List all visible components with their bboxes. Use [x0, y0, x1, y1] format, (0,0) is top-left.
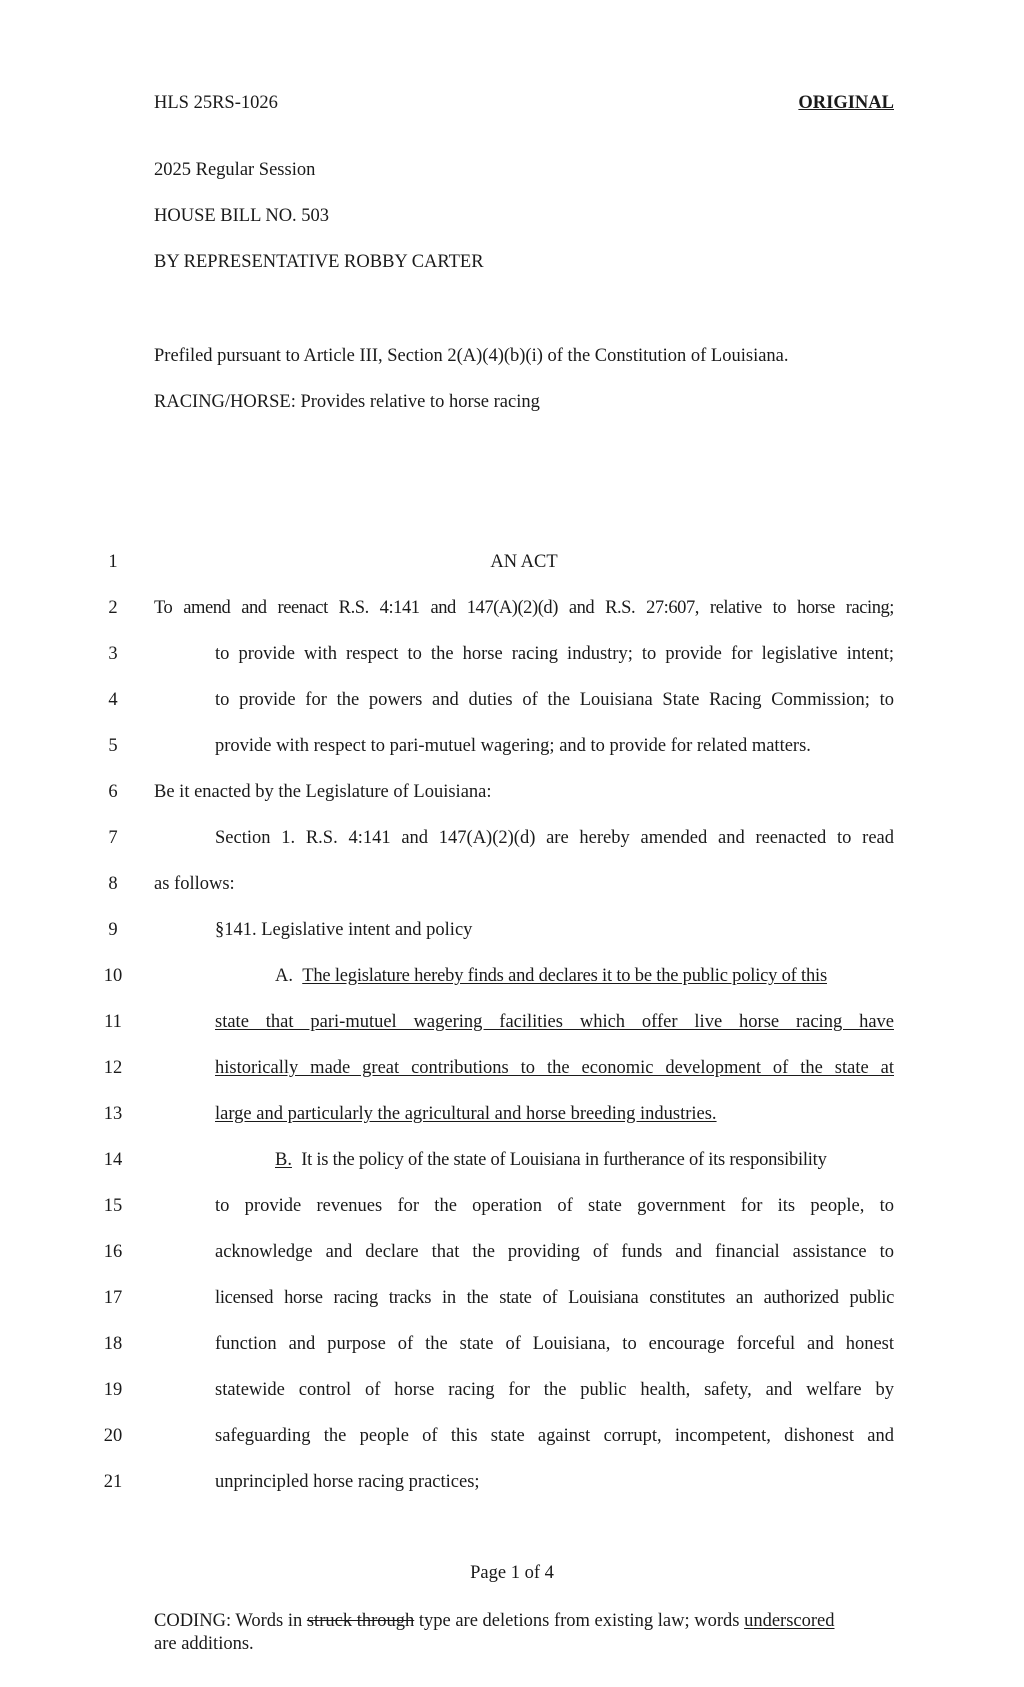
line-number: 19 — [103, 1380, 123, 1400]
added-text: state that pari-mutuel wagering facilities which offer live horse racing have — [215, 1012, 894, 1032]
line-number: 15 — [103, 1196, 123, 1216]
line-number: 13 — [103, 1104, 123, 1124]
line-number: 4 — [108, 690, 118, 710]
coding-prefix: CODING: Words in — [154, 1611, 303, 1631]
line-number: 9 — [108, 920, 118, 940]
digest: RACING/HORSE: Provides relative to horse racing — [154, 392, 540, 412]
line-text: as follows: — [154, 874, 235, 894]
line-number: 3 — [108, 644, 118, 664]
line-text: statewide control of horse racing for the public health, safety, and welfare by — [215, 1380, 894, 1400]
line-text — [275, 1150, 894, 1171]
added-text: historically made great contributions to the economic development of the state at — [215, 1058, 894, 1078]
line-text: to provide revenues for the operation of state government for its people, to — [215, 1196, 894, 1216]
bill-code: HLS 25RS-1026 — [154, 93, 278, 113]
line-number: 5 — [108, 736, 118, 756]
line-number: 21 — [103, 1472, 123, 1492]
line-number: 20 — [103, 1426, 123, 1446]
coding-note — [154, 1610, 894, 1656]
line-text: licensed horse racing tracks in the state of Louisiana constitutes an authorized public — [215, 1288, 894, 1308]
line-number: 6 — [108, 782, 118, 802]
subsection-label: B. — [275, 1150, 292, 1170]
bill-number: HOUSE BILL NO. 503 — [154, 206, 330, 226]
line-text — [215, 1104, 894, 1125]
line-number: 1 — [108, 552, 118, 572]
line-text: Be it enacted by the Legislature of Louisiana: — [154, 782, 492, 802]
prefiled-note: Prefiled pursuant to Article III, Section 2(A)(4)(b)(i) of the Constitution of Louisiana. — [154, 346, 789, 366]
section-heading: §141. Legislative intent and policy — [215, 920, 473, 940]
act-title: AN ACT — [490, 552, 558, 572]
line-number: 2 — [108, 598, 118, 618]
line-text: Section 1. R.S. 4:141 and 147(A)(2)(d) are hereby amended and reenacted to read — [215, 828, 894, 848]
line-number: 14 — [103, 1150, 123, 1170]
line-text: provide with respect to pari-mutuel wagering; and to provide for related matters. — [215, 736, 811, 756]
added-text: large and particularly the agricultural and horse breeding industries. — [215, 1104, 717, 1124]
coding-struck: struck through — [306, 1611, 415, 1631]
status-label: ORIGINAL — [798, 93, 894, 113]
line-number: 18 — [103, 1334, 123, 1354]
line-body: It is the policy of the state of Louisiana in furtherance of its responsibility — [301, 1150, 827, 1170]
line-text: unprincipled horse racing practices; — [215, 1472, 480, 1492]
line-number: 10 — [103, 966, 123, 986]
line-number: 16 — [103, 1242, 123, 1262]
line-text: acknowledge and declare that the providing of funds and financial assistance to — [215, 1242, 894, 1262]
line-text: to provide with respect to the horse racing industry; to provide for legislative intent; — [215, 644, 894, 664]
line-number: 8 — [108, 874, 118, 894]
line-number: 7 — [108, 828, 118, 848]
page-number: Page 1 of 4 — [470, 1563, 554, 1583]
line-number: 12 — [103, 1058, 123, 1078]
line-number: 17 — [103, 1288, 123, 1308]
added-text: The legislature hereby finds and declares it to be the public policy of this — [302, 966, 827, 986]
line-text — [275, 966, 894, 987]
line-text: safeguarding the people of this state against corrupt, incompetent, dishonest and — [215, 1426, 894, 1446]
session: 2025 Regular Session — [154, 160, 316, 180]
line-text: to provide for the powers and duties of the Louisiana State Racing Commission; to — [215, 690, 894, 710]
subsection-label: A. — [275, 966, 293, 986]
coding-underscored: underscored — [744, 1611, 835, 1631]
line-text: To amend and reenact R.S. 4:141 and 147(A)(2)(d) and R.S. 27:607, relative to horse racing; — [154, 598, 894, 618]
coding-middle: type are deletions from existing law; words — [418, 1611, 740, 1631]
line-number: 11 — [104, 1012, 122, 1032]
line-text: function and purpose of the state of Louisiana, to encourage forceful and honest — [215, 1334, 894, 1354]
author: BY REPRESENTATIVE ROBBY CARTER — [154, 252, 484, 272]
coding-suffix: are additions. — [154, 1634, 254, 1654]
